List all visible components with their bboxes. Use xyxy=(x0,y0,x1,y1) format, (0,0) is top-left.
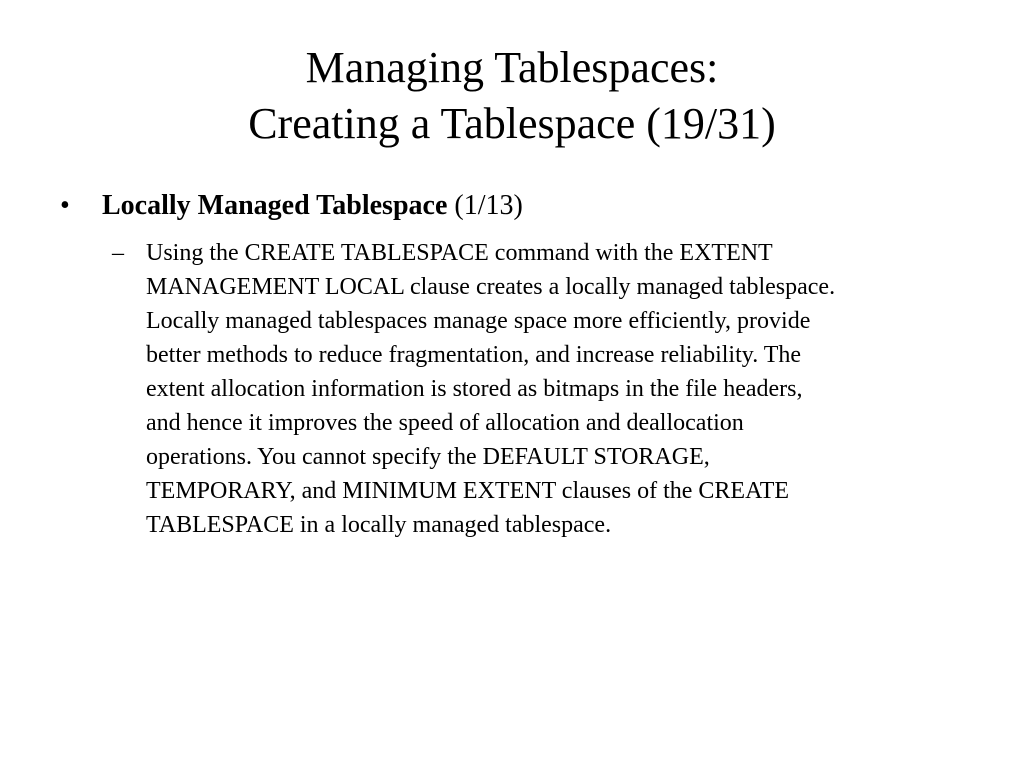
sub-bullet-line: better methods to reduce fragmentation, and increase reliability. The xyxy=(146,342,802,368)
sub-bullet-line: Locally managed tablespaces manage space more efficiently, provide xyxy=(146,308,811,334)
bullet-marker: • xyxy=(60,190,70,221)
sub-bullet-line: TABLESPACE in a locally managed tablespace. xyxy=(146,512,612,538)
sub-bullet-line: TEMPORARY, and MINIMUM EXTENT clauses of the CREATE xyxy=(146,478,790,504)
sub-bullet-line: Using the CREATE TABLESPACE command with the EXTENT xyxy=(146,240,773,266)
sub-bullet-line: MANAGEMENT LOCAL clause creates a locally managed tablespace. xyxy=(146,274,836,300)
sub-bullet-line: and hence it improves the speed of allocation and deallocation xyxy=(146,410,744,436)
sub-bullet-line: operations. You cannot specify the DEFAULT STORAGE, xyxy=(146,444,710,470)
bullet-bold-text: Locally Managed Tablespace xyxy=(102,190,448,221)
slide-title xyxy=(0,40,1024,152)
sub-bullet-text xyxy=(146,236,976,542)
bullet-suffix: (1/13) xyxy=(447,190,523,221)
sub-bullet-marker: – xyxy=(112,240,124,266)
bullet-text xyxy=(102,188,523,224)
slide-title-line-1: Managing Tablespaces: xyxy=(305,43,719,92)
sub-bullet-line: extent allocation information is stored as bitmaps in the file headers, xyxy=(146,376,803,402)
slide-title-line-2: Creating a Tablespace (19/31) xyxy=(248,99,776,148)
